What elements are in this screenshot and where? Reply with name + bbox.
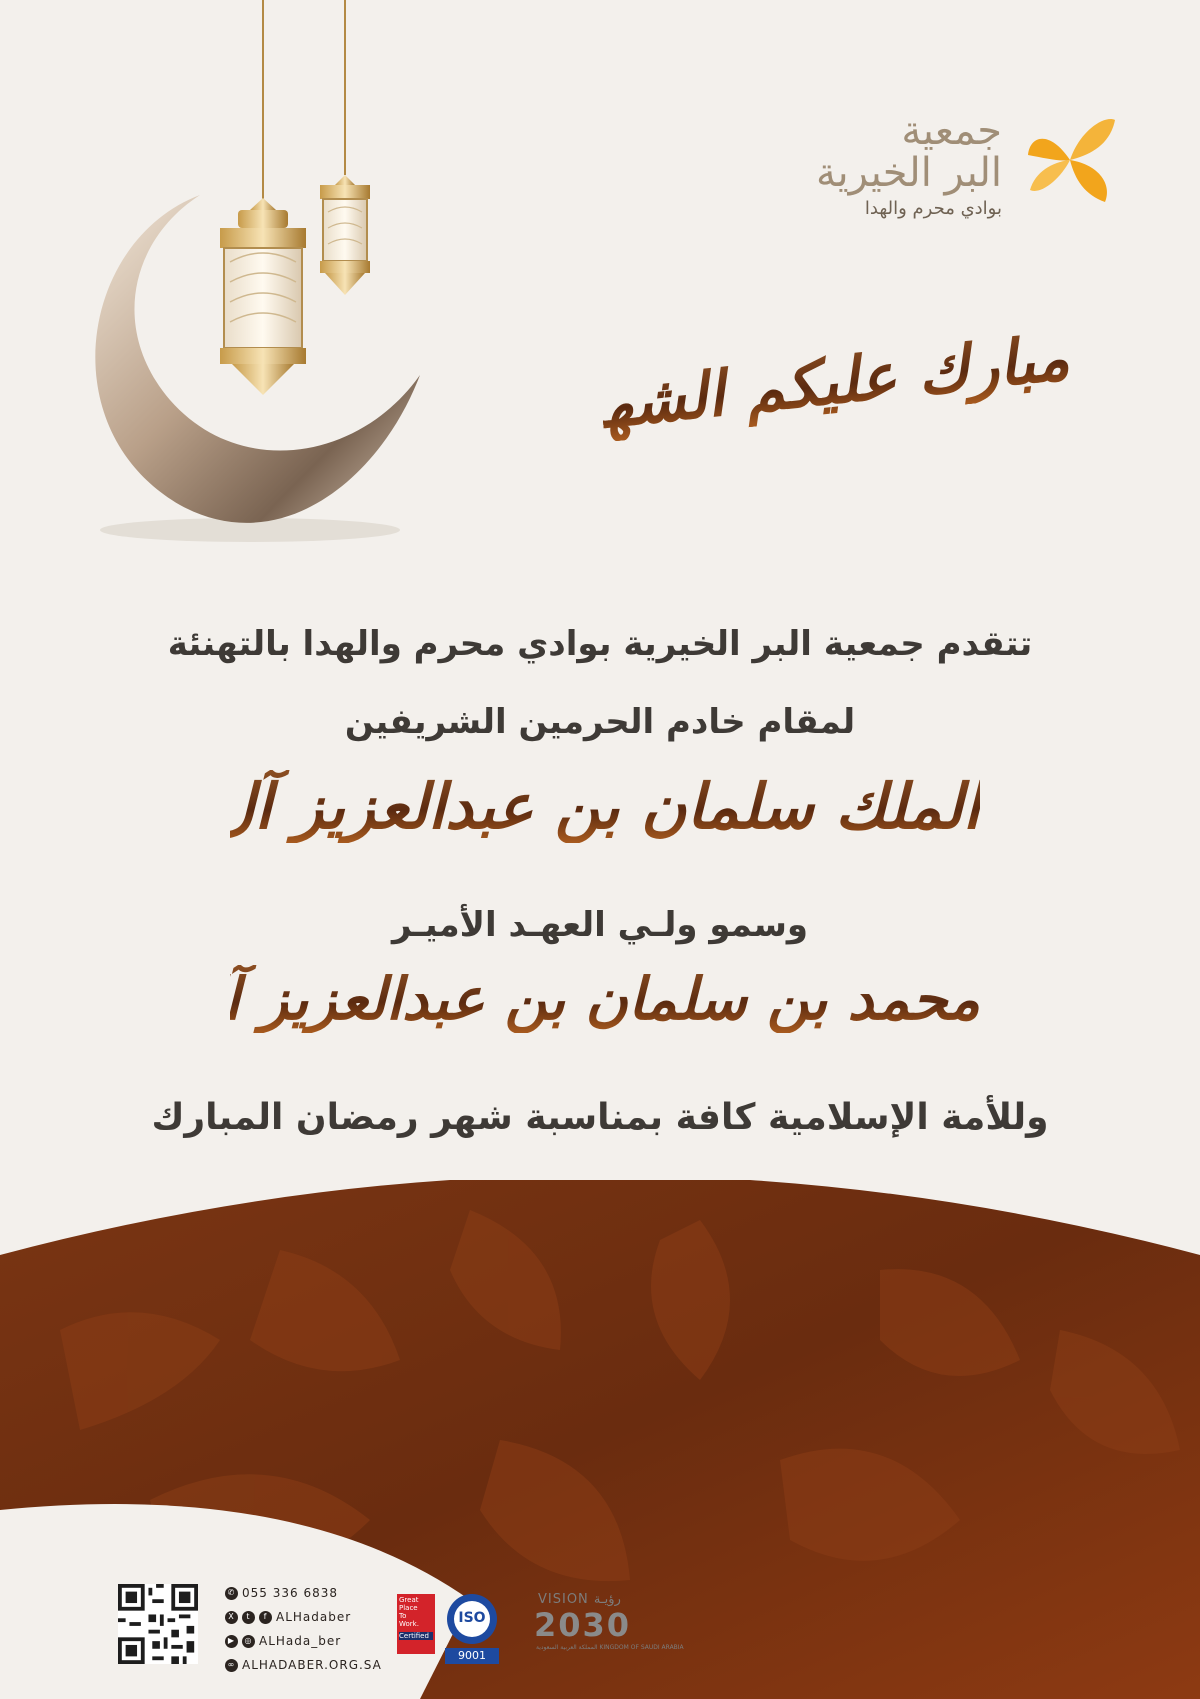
vision-bottom-text: المملكة العربية السعودية KINGDOM OF SAUDI ARABIA [536,1644,684,1651]
gptw-word: Great [399,1596,419,1604]
gptw-word: Work. [399,1620,419,1628]
telegram-icon: t [242,1611,255,1624]
iso-number: 9001 [445,1648,499,1664]
orange-flower-icon [1020,110,1120,210]
phone-contact[interactable] [225,1586,338,1600]
great-place-to-work-badge [397,1594,435,1654]
logo-text-line1: جمعية [901,108,1002,154]
youtube-icon: ▶ [225,1635,238,1648]
website-link[interactable] [225,1658,382,1672]
phone-number: 055 336 6838 [242,1586,338,1600]
vision-top-text: VISION رؤيـة [538,1592,621,1607]
facebook-icon: f [259,1611,272,1624]
prince-name-calligraphy: محمد بن سلمان بن عبدالعزيز آل سعود [29,965,980,1033]
crescent-lanterns-illustration [60,0,450,560]
social-handle-1[interactable] [225,1610,351,1624]
crown-prince-line: وسمو ولـي العهـد الأميـر [391,905,809,945]
qr-code-icon[interactable] [118,1584,198,1664]
logo-text-line2: البر الخيرية [816,150,1002,196]
website-text: ALHADABER.ORG.SA [242,1658,382,1672]
social-handle-text-2: ALHada_ber [259,1634,342,1648]
link-icon: ∞ [225,1659,238,1672]
king-name-calligraphy: الملك سلمان بن عبدالعزيز آل سعود [46,770,980,843]
custodian-line: لمقام خادم الحرمين الشريفين [344,702,856,742]
x-icon: X [225,1611,238,1624]
congratulation-line: تتقدم جمعية البر الخيرية بوادي محرم والهدا بالتهنئة [167,624,1033,664]
social-handle-text-1: ALHadaber [276,1610,352,1624]
social-handle-2[interactable] [225,1634,341,1648]
ummah-ramadan-line: وللأمة الإسلامية كافة بمناسبة شهر رمضان المبارك [151,1097,1049,1138]
logo-text-line3: بوادي محرم والهدا [864,198,1002,219]
charity-logo [780,100,1120,230]
gptw-word: Certified [399,1632,433,1640]
instagram-icon: ◎ [242,1635,255,1648]
vision-2030-logo [530,1592,684,1660]
footer [100,1570,700,1680]
whatsapp-icon: ✆ [225,1587,238,1600]
iso-9001-badge [445,1592,499,1664]
gptw-word: To [399,1612,407,1620]
greeting-calligraphy: مبارك عليكم الشهر [566,320,1073,446]
vision-year: 2030 [534,1606,632,1644]
gptw-word: Place [399,1604,418,1612]
lantern-small [320,175,370,295]
iso-label: ISO [458,1610,486,1626]
lantern-large [220,198,306,395]
